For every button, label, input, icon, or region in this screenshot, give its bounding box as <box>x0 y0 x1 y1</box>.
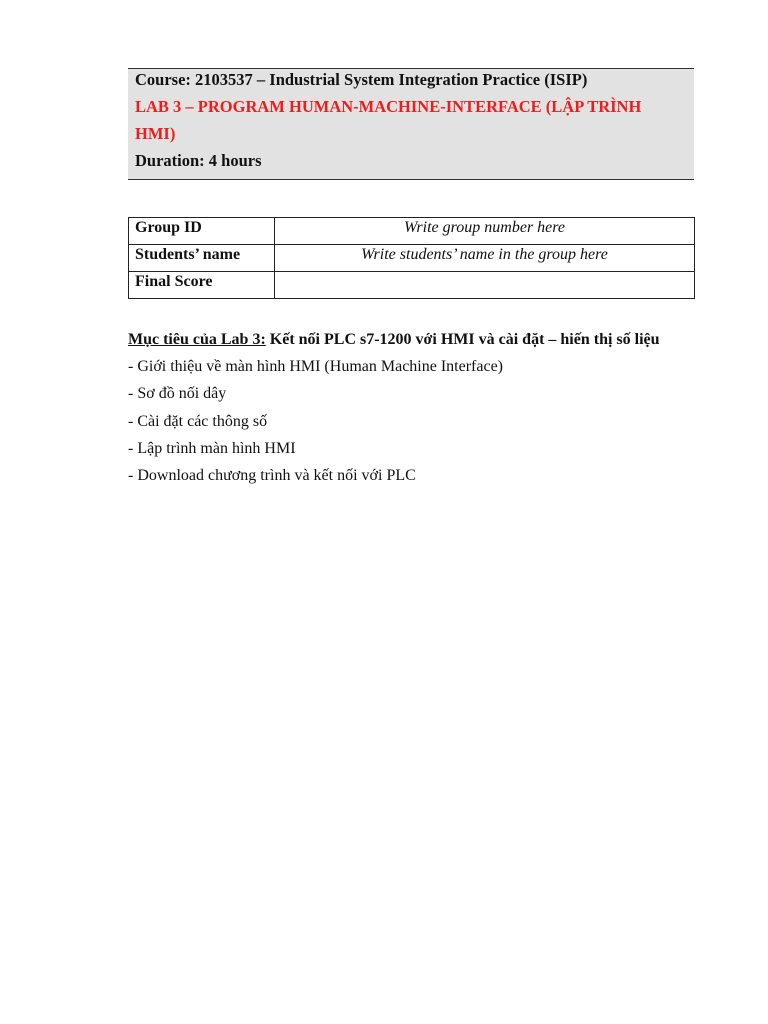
objective-item: - Cài đặt các thông số <box>128 412 268 430</box>
group-id-label: Group ID <box>129 218 275 245</box>
group-id-value[interactable]: Write group number here <box>275 218 695 245</box>
final-score-label: Final Score <box>129 272 275 299</box>
table-row-students-name <box>129 245 695 272</box>
students-name-label: Students’ name <box>129 245 275 272</box>
objective-item: - Download chương trình và kết nối với PLC <box>128 467 416 485</box>
lab-objectives <box>128 326 728 489</box>
objectives-heading-text: Kết nối PLC s7-1200 với HMI và cài đặt – hiến thị số liệu <box>265 331 660 348</box>
objectives-heading <box>128 326 728 353</box>
group-info-table <box>128 217 695 299</box>
table-row-group-id <box>129 218 695 245</box>
objective-item: - Lập trình màn hình HMI <box>128 439 296 457</box>
lab-title-line-2: HMI) <box>135 124 176 143</box>
objective-item: - Giới thiệu về màn hình HMI (Human Machine Interface) <box>128 358 503 376</box>
objectives-heading-label: Mục tiêu của Lab 3: <box>128 331 266 348</box>
course-header <box>128 68 694 180</box>
table-row-final-score <box>129 272 695 299</box>
objective-item: - Sơ đồ nối dây <box>128 385 227 403</box>
final-score-value[interactable] <box>275 272 695 299</box>
lab-title-line-1: LAB 3 – PROGRAM HUMAN-MACHINE-INTERFACE (LẬP TRÌNH <box>135 97 642 116</box>
duration: Duration: 4 hours <box>135 151 262 170</box>
students-name-value[interactable]: Write students’ name in the group here <box>275 245 695 272</box>
course-title: Course: 2103537 – Industrial System Integration Practice (ISIP) <box>135 70 588 89</box>
